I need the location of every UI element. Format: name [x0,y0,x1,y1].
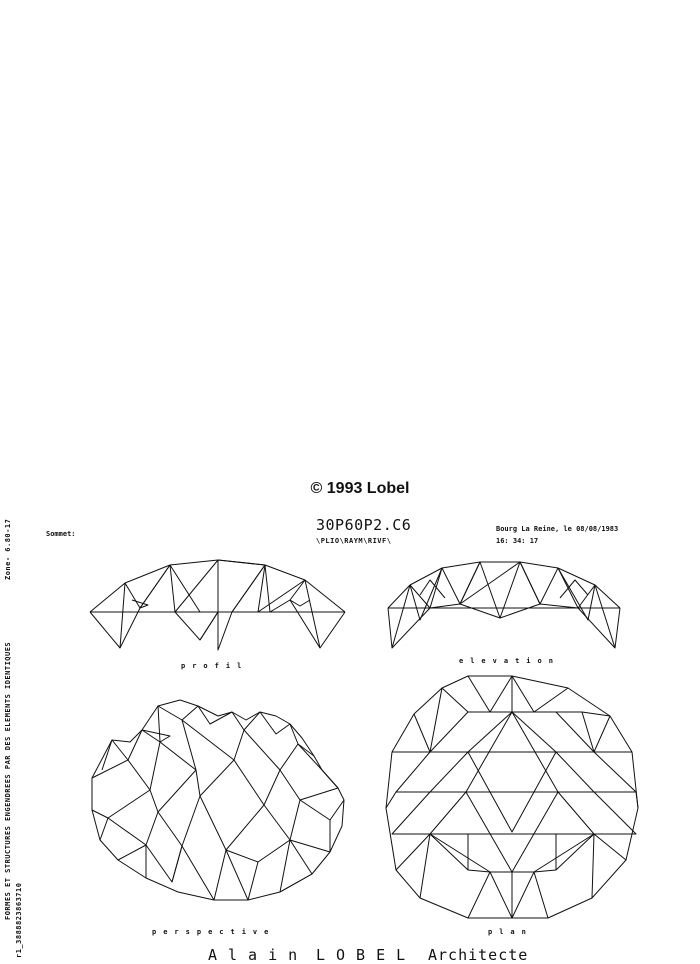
caption-profil: profil [181,662,249,670]
sommet-label: Sommet: [46,530,76,538]
caption-plan: plan [488,928,533,936]
zone-label: Zone- 6.80-17 [4,518,12,580]
architect-title: Architecte [428,946,529,964]
side-number: r1_3888823863710 [15,882,23,958]
place-date: Bourg La Reine, le 08/08/1983 [496,525,619,533]
drawing-code: 30P60P2.C6 [316,516,412,534]
architect-lastname: LOBEL [316,946,417,964]
drawing-subcode: \PLIO\RAYM\RIVF\ [316,537,392,545]
copyright-notice: © 1993 Lobel [310,480,410,497]
time-stamp: 16: 34: 17 [496,537,539,545]
caption-elevation: elevation [459,657,560,665]
caption-perspective: perspective [152,928,276,936]
side-title: FORMES ET STRUCTURES ENGENDREES PAR DES ELEMENTS IDENTIQUES [4,641,12,920]
architect-firstname: Alain [208,946,309,964]
